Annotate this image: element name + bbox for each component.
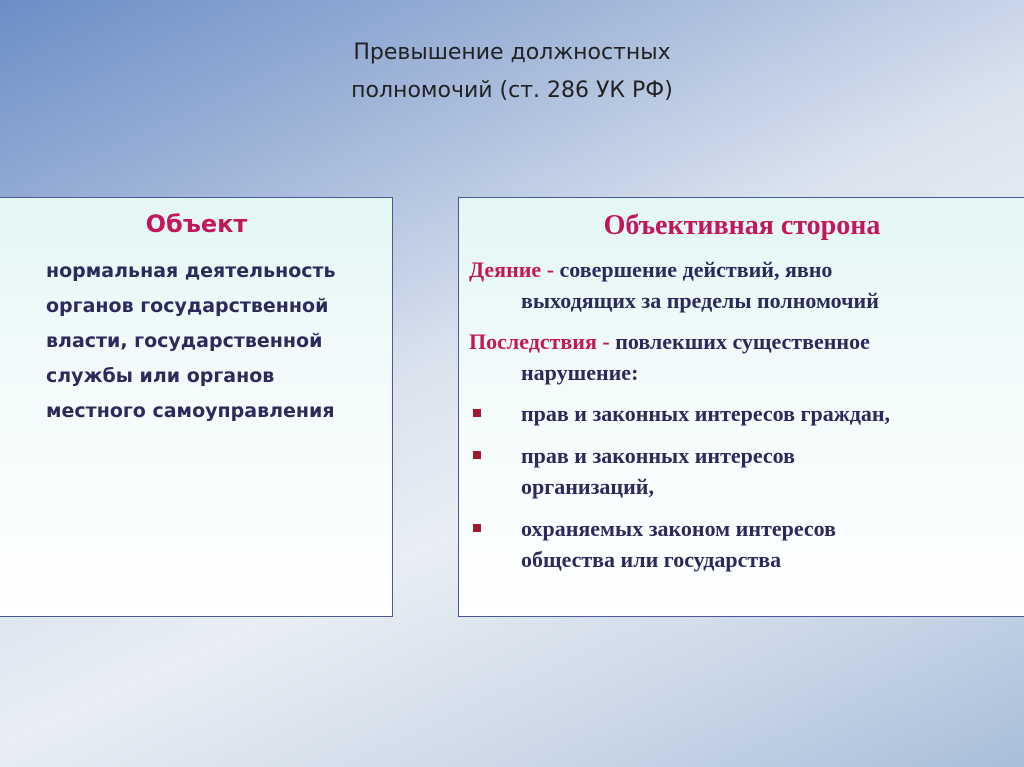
consequences-text-line-1: повлекших существенное (615, 329, 870, 354)
list-item: прав и законных интересов организаций, (469, 440, 1019, 502)
square-bullet-icon (473, 524, 481, 532)
consequences-term: Последствия - (469, 329, 616, 354)
objective-side-panel (458, 197, 1024, 617)
object-text-line: власти, государственной (46, 330, 323, 352)
object-text-line: нормальная деятельность (46, 260, 336, 282)
object-text-line: органов государственной (46, 295, 329, 317)
object-text-line: службы или органов (46, 365, 275, 387)
act-term: Деяние - (469, 257, 560, 282)
object-panel (0, 197, 393, 617)
act-text-line-1: совершение действий, явно (559, 257, 833, 282)
object-heading: Объект (145, 210, 248, 238)
objective-side-body (469, 254, 1019, 586)
object-text-line: местного самоуправления (46, 400, 335, 422)
objective-side-heading: Объективная сторона (603, 210, 881, 241)
act-paragraph (469, 254, 1019, 316)
consequences-text-line-2: нарушение: (521, 360, 639, 385)
consequences-list (469, 398, 1019, 575)
list-item: прав и законных интересов граждан, (469, 398, 1019, 429)
list-item: охраняемых законом интересов общества или государства (469, 513, 1019, 575)
slide-title (0, 34, 1024, 110)
consequences-paragraph (469, 326, 1019, 388)
object-description (46, 254, 391, 429)
act-text-line-2: выходящих за пределы полномочий (521, 288, 879, 313)
square-bullet-icon (473, 409, 481, 417)
slide-title-line-2: полномочий (ст. 286 УК РФ) (351, 78, 673, 103)
square-bullet-icon (473, 451, 481, 459)
slide-title-line-1: Превышение должностных (353, 40, 671, 65)
